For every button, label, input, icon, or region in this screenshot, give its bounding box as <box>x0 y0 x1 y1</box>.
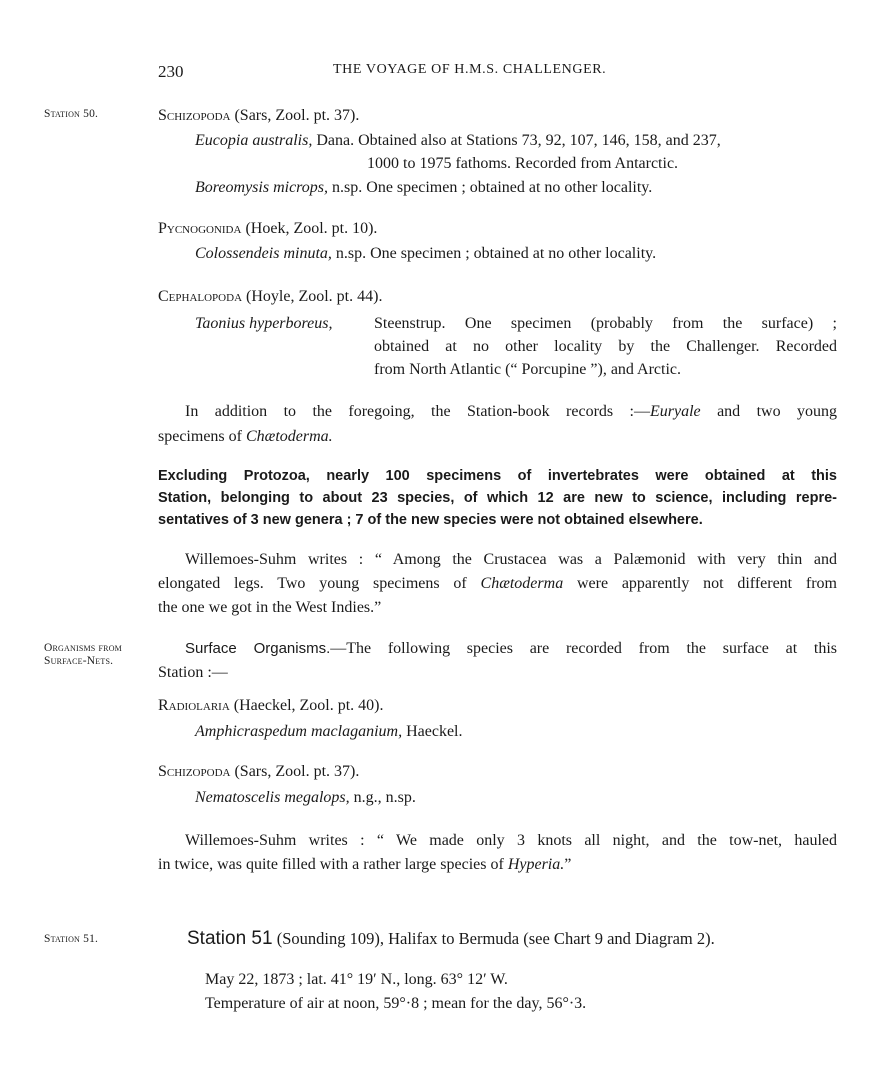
running-title: THE VOYAGE OF H.M.S. CHALLENGER. <box>333 62 607 77</box>
group-heading-schizopoda-surface <box>158 760 359 783</box>
group-heading-schizopoda <box>158 104 359 127</box>
quote1-line1: Willemoes-Suhm writes : “ Among the Crustacea was a Palæmonid with very thin and <box>185 551 837 568</box>
group-ref: (Haeckel, Zool. pt. 40). <box>229 697 384 714</box>
margin-note-station-51: Station 51. <box>44 933 99 945</box>
text: were apparently not different from <box>563 575 837 592</box>
station-51-date: May 22, 1873 ; lat. 41° 19′ N., long. 63° 12′ W. <box>205 971 508 988</box>
species-eucopia <box>195 129 721 152</box>
page-number: 230 <box>158 62 184 81</box>
species-taonius-text3: from North Atlantic (“ Porcupine ”), and Arctic. <box>374 361 682 378</box>
surface-heading-line2: Station :— <box>158 664 228 681</box>
surface-heading: Surface Organisms. <box>185 640 331 657</box>
italic-text: Chætoderma. <box>245 428 333 445</box>
text: in twice, was quite filled with a rather large species of <box>158 856 508 873</box>
quote2-line1: Willemoes-Suhm writes : “ We made only 3 knots all night, and the tow-net, hauled <box>185 832 837 849</box>
group-heading-radiolaria <box>158 694 384 717</box>
species-nematoscelis <box>195 786 416 809</box>
species-eucopia-cont: 1000 to 1975 fathoms. Recorded from Antarctic. <box>367 155 679 172</box>
text: ” <box>564 856 572 873</box>
margin-note-organisms <box>44 642 122 668</box>
station-51-temperature: Temperature of air at noon, 59°·8 ; mean for the day, 56°·3. <box>205 995 587 1012</box>
text: In addition to the foregoing, the Station-book records :— <box>185 403 650 420</box>
station-51-heading <box>187 925 715 953</box>
margin-note-station-50: Station 50. <box>44 108 99 120</box>
summary-line2: Station, belonging to about 23 species, of which 12 are new to science, including repre- <box>158 490 837 506</box>
species-name: Eucopia australis, <box>195 132 313 149</box>
paragraph-addition-line1 <box>185 400 837 423</box>
summary-line3: sentatives of 3 new genera ; 7 of the new species were not obtained elsewhere. <box>158 512 703 528</box>
quote1-line2 <box>158 572 837 595</box>
species-colossendeis <box>195 242 656 265</box>
species-taonius-name <box>195 312 333 335</box>
group-name: Pycnogonida <box>158 220 242 237</box>
group-name: Schizopoda <box>158 107 231 124</box>
italic-text: Euryale <box>650 403 701 420</box>
text: elongated legs. Two young specimens of <box>158 575 481 592</box>
group-name: Schizopoda <box>158 763 231 780</box>
group-ref: (Hoek, Zool. pt. 10). <box>241 220 378 237</box>
station-51-title: Station 51 <box>187 928 273 949</box>
italic-text: Hyperia. <box>507 856 565 873</box>
group-name: Cephalopoda <box>158 288 243 305</box>
species-text: Haeckel. <box>402 723 463 740</box>
group-name: Radiolaria <box>158 697 230 714</box>
group-heading-pycnogonida <box>158 217 377 240</box>
italic-text: Chætoderma <box>480 575 564 592</box>
species-name: Amphicraspedum maclaganium, <box>195 723 403 740</box>
group-ref: (Sars, Zool. pt. 37). <box>230 107 360 124</box>
species-name: Taonius hyperboreus, <box>195 315 333 332</box>
surface-heading-line1 <box>185 637 837 660</box>
text: and two young <box>700 403 837 420</box>
species-text: n.sp. One specimen ; obtained at no other locality. <box>328 179 653 196</box>
group-ref: (Sars, Zool. pt. 37). <box>230 763 360 780</box>
species-amphicraspedum <box>195 720 463 743</box>
quote2-line2 <box>158 853 571 876</box>
species-taonius-text2: obtained at no other locality by the Challenger. Recorded <box>374 338 837 355</box>
margin-note-organisms-line2: Surface-Nets. <box>44 655 114 668</box>
text: —The following species are recorded from the surface at this <box>330 640 837 657</box>
text: specimens of <box>158 428 246 445</box>
species-boreomysis <box>195 176 652 199</box>
species-name: Colossendeis minuta, <box>195 245 332 262</box>
species-taonius-text1: Steenstrup. One specimen (probably from the surface) ; <box>374 315 837 332</box>
summary-line1: Excluding Protozoa, nearly 100 specimens of invertebrates were obtained at this <box>158 468 837 484</box>
paragraph-addition-line2 <box>158 425 333 448</box>
quote1-line3: the one we got in the West Indies.” <box>158 599 382 616</box>
species-text: n.sp. One specimen ; obtained at no other locality. <box>331 245 657 262</box>
group-ref: (Hoyle, Zool. pt. 44). <box>242 288 383 305</box>
species-text: Dana. Obtained also at Stations 73, 92, 107, 146, 158, and 237, <box>312 132 721 149</box>
margin-note-organisms-line1: Organisms from <box>44 642 122 654</box>
species-name: Boreomysis microps, <box>195 179 329 196</box>
station-51-title-rest: (Sounding 109), Halifax to Bermuda (see Chart 9 and Diagram 2). <box>272 929 715 948</box>
group-heading-cephalopoda <box>158 285 382 308</box>
species-text: n.g., n.sp. <box>349 789 416 806</box>
species-name: Nematoscelis megalops, <box>195 789 350 806</box>
